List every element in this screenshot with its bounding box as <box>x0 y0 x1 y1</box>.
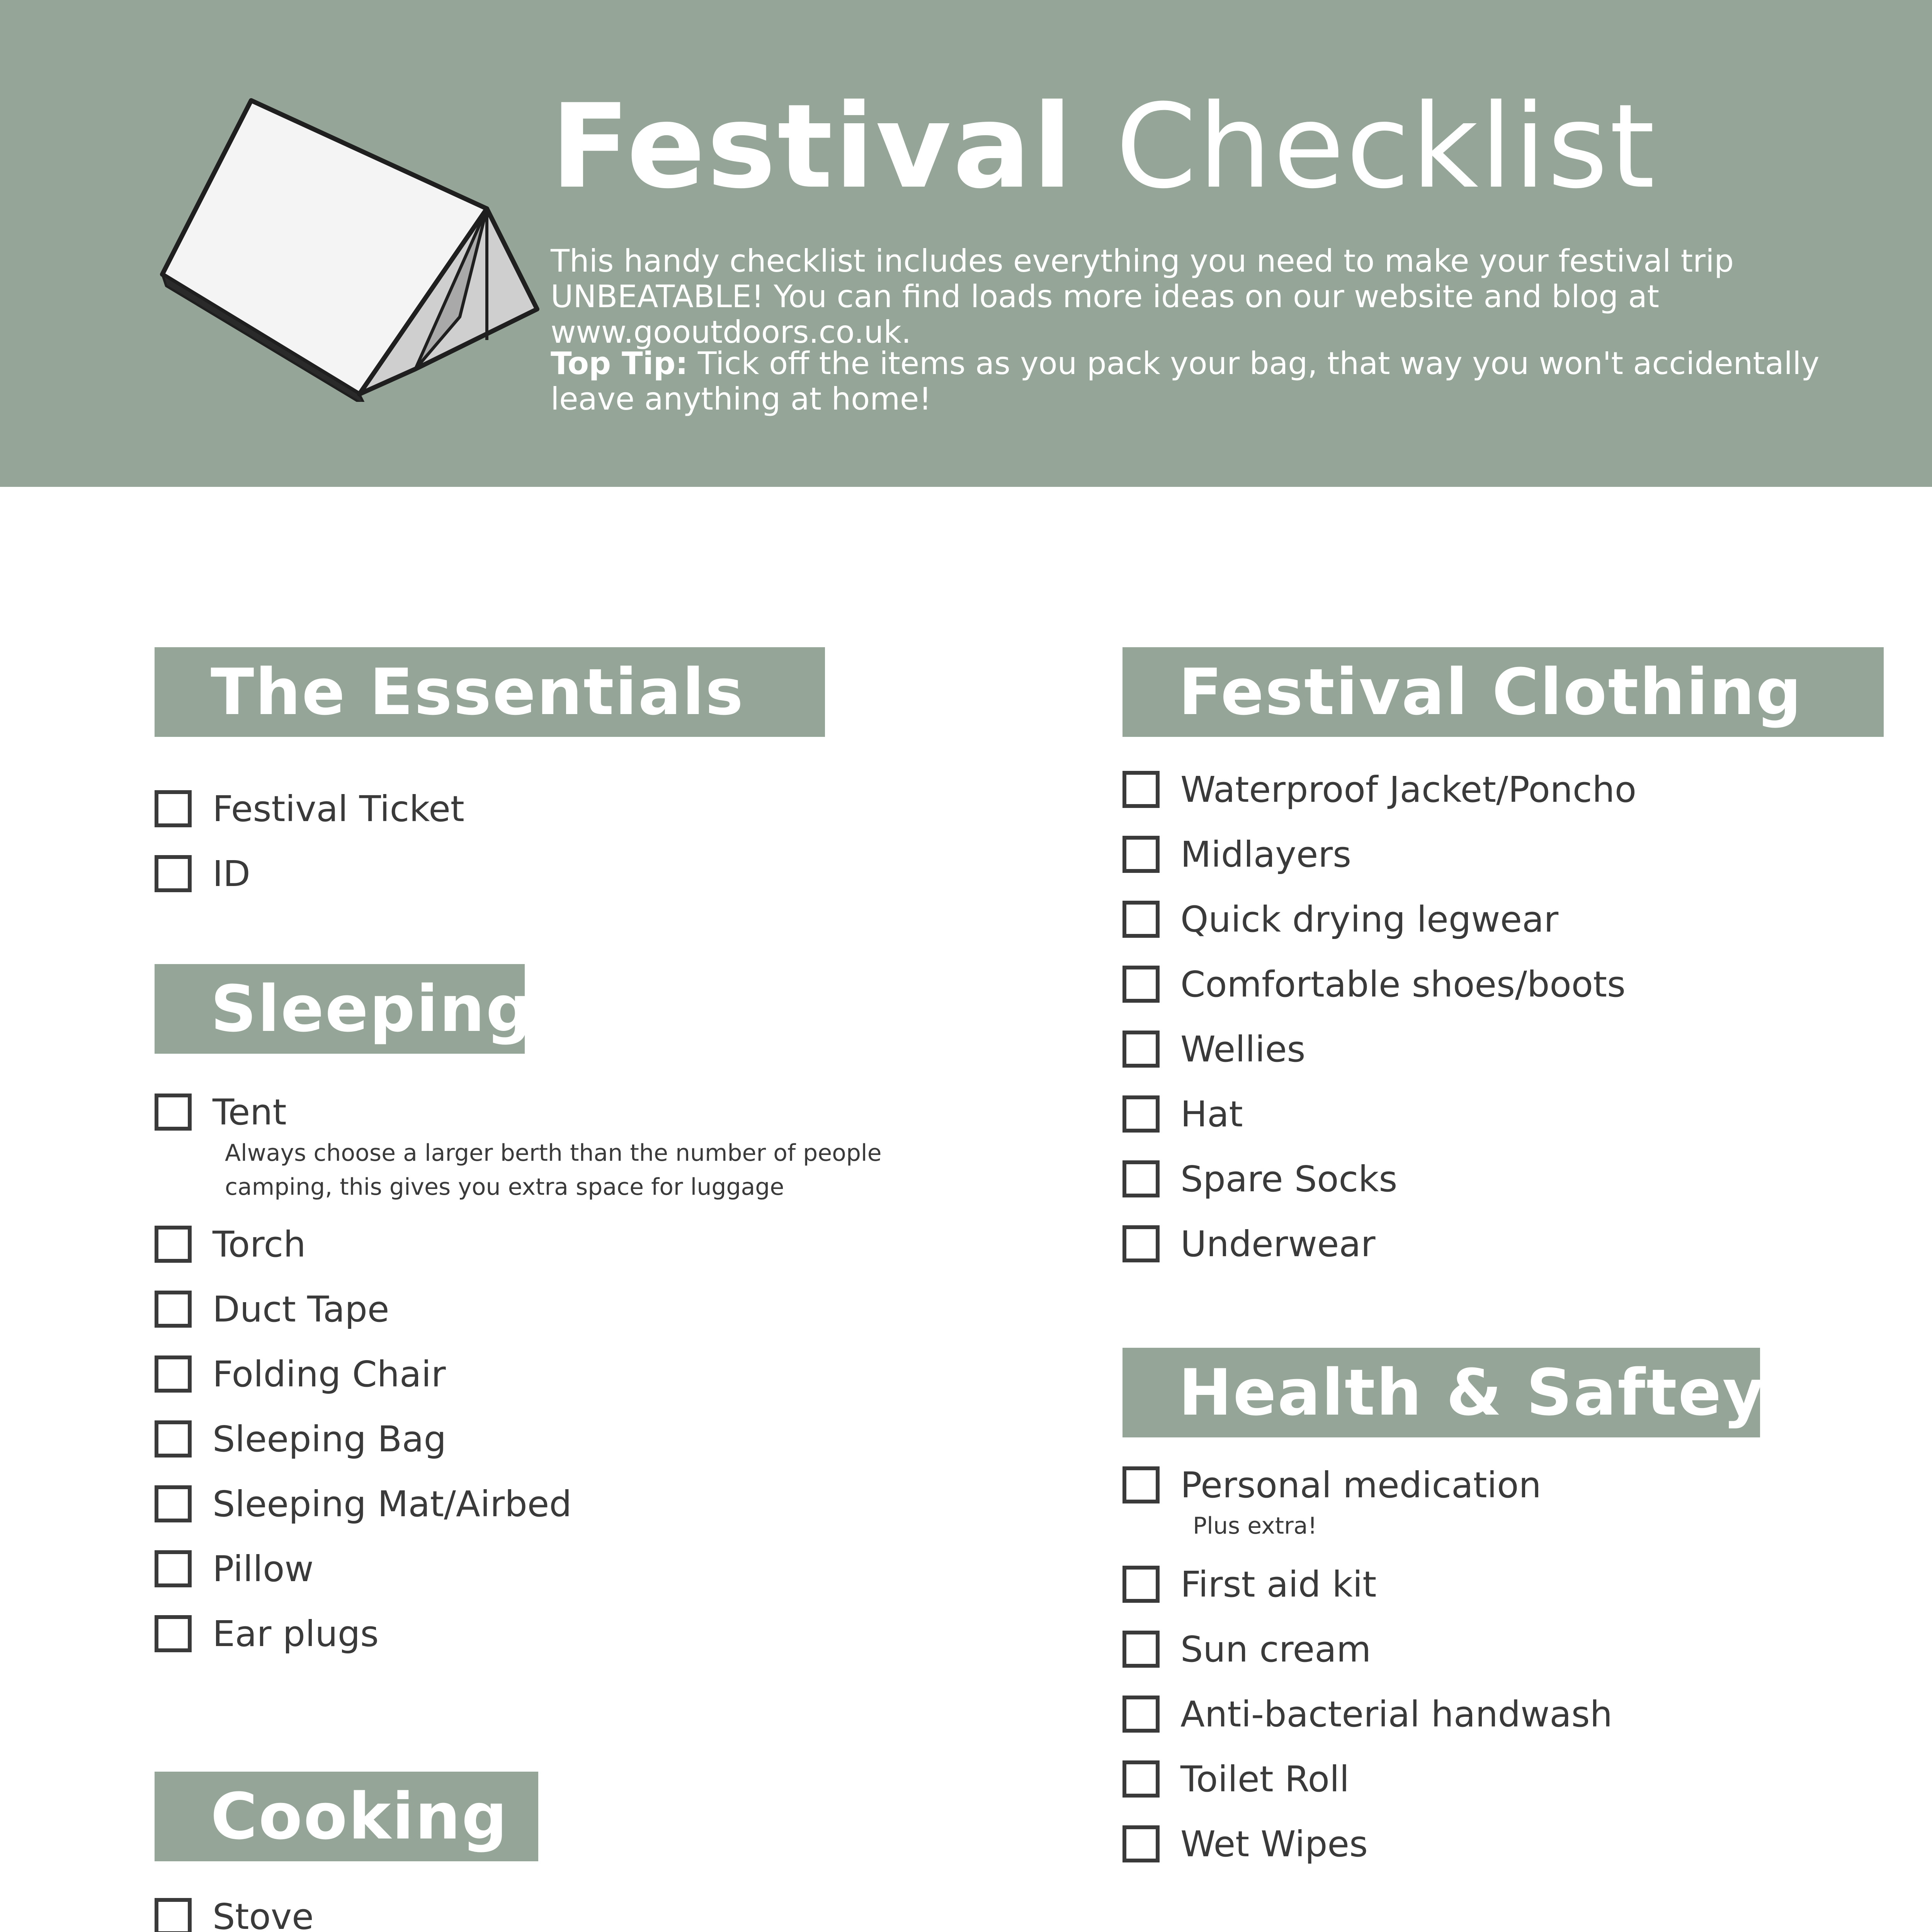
item-label: Sleeping Bag <box>213 1418 446 1460</box>
checkbox[interactable] <box>155 1615 192 1652</box>
checkbox[interactable] <box>155 790 192 827</box>
page-title <box>551 77 1656 216</box>
item-note: Plus extra! <box>1193 1512 1317 1539</box>
top-tip-text: Tick off the items as you pack your bag, that way you won't accidentally leave anything at home! <box>551 345 1820 417</box>
item-label: Anti-bacterial handwash <box>1180 1694 1612 1735</box>
item-note: Always choose a larger berth than the number of people camping, this gives you extra space for luggage <box>225 1139 882 1201</box>
item-label: Pillow <box>213 1548 314 1590</box>
item-label: Wellies <box>1180 1029 1306 1070</box>
checkbox[interactable] <box>1122 1760 1160 1798</box>
checkbox[interactable] <box>1122 966 1160 1003</box>
item-label: Quick drying legwear <box>1180 899 1559 940</box>
checkbox[interactable] <box>155 1420 192 1458</box>
item-label: Sleeping Mat/Airbed <box>213 1483 572 1525</box>
checkbox[interactable] <box>155 1898 192 1932</box>
checkbox[interactable] <box>1122 1031 1160 1068</box>
checkbox[interactable] <box>1122 1696 1160 1733</box>
item-label: Tent <box>213 1092 287 1133</box>
checkbox[interactable] <box>155 1226 192 1263</box>
checkbox[interactable] <box>1122 901 1160 938</box>
item-label: Duct Tape <box>213 1289 389 1330</box>
checkbox[interactable] <box>155 1094 192 1131</box>
checkbox[interactable] <box>1122 836 1160 873</box>
item-label: Folding Chair <box>213 1354 446 1395</box>
section-heading-cooking: Cooking <box>155 1772 538 1861</box>
tent-icon <box>158 93 576 402</box>
item-label: Hat <box>1180 1094 1243 1135</box>
section-heading-clothing: Festival Clothing <box>1122 647 1884 737</box>
checkbox[interactable] <box>1122 1566 1160 1603</box>
checkbox[interactable] <box>1122 1631 1160 1668</box>
checkbox[interactable] <box>155 1291 192 1328</box>
item-label: Festival Ticket <box>213 788 464 830</box>
intro-text: This handy checklist includes everything you need to make your festival trip UNBEATABLE! You can find loads more ideas on our website and blog at www.gooutdoors.co.uk. <box>551 243 1734 350</box>
section-heading-health: Health & Saftey <box>1122 1348 1760 1437</box>
checkbox[interactable] <box>1122 1225 1160 1262</box>
section-heading-sleeping: Sleeping <box>155 964 525 1054</box>
checkbox[interactable] <box>1122 1095 1160 1133</box>
checkbox[interactable] <box>1122 1466 1160 1503</box>
item-label: Stove <box>213 1896 314 1932</box>
top-tip-label: Top Tip: <box>551 345 688 381</box>
item-label: Underwear <box>1180 1223 1376 1265</box>
item-label: Toilet Roll <box>1180 1759 1350 1800</box>
section-heading-essentials: The Essentials <box>155 647 825 737</box>
item-label: Midlayers <box>1180 834 1352 875</box>
item-label: Torch <box>213 1224 306 1265</box>
checkbox[interactable] <box>155 1550 192 1587</box>
checkbox[interactable] <box>155 1355 192 1393</box>
header-band <box>0 0 1932 487</box>
item-label: Comfortable shoes/boots <box>1180 964 1626 1005</box>
item-label: Ear plugs <box>213 1613 379 1655</box>
item-label: First aid kit <box>1180 1564 1377 1605</box>
item-label: Spare Socks <box>1180 1158 1398 1200</box>
item-label: Waterproof Jacket/Poncho <box>1180 769 1637 810</box>
checkbox[interactable] <box>1122 1825 1160 1862</box>
top-tip <box>551 346 1880 417</box>
title-bold: Festival <box>551 79 1074 214</box>
checkbox[interactable] <box>155 855 192 892</box>
checkbox[interactable] <box>1122 771 1160 808</box>
title-light: Checklist <box>1116 79 1656 214</box>
item-label: Wet Wipes <box>1180 1823 1368 1865</box>
item-label: ID <box>213 853 250 895</box>
checkbox[interactable] <box>1122 1160 1160 1197</box>
checkbox[interactable] <box>155 1485 192 1522</box>
item-label: Sun cream <box>1180 1629 1371 1670</box>
item-label: Personal medication <box>1180 1464 1541 1506</box>
